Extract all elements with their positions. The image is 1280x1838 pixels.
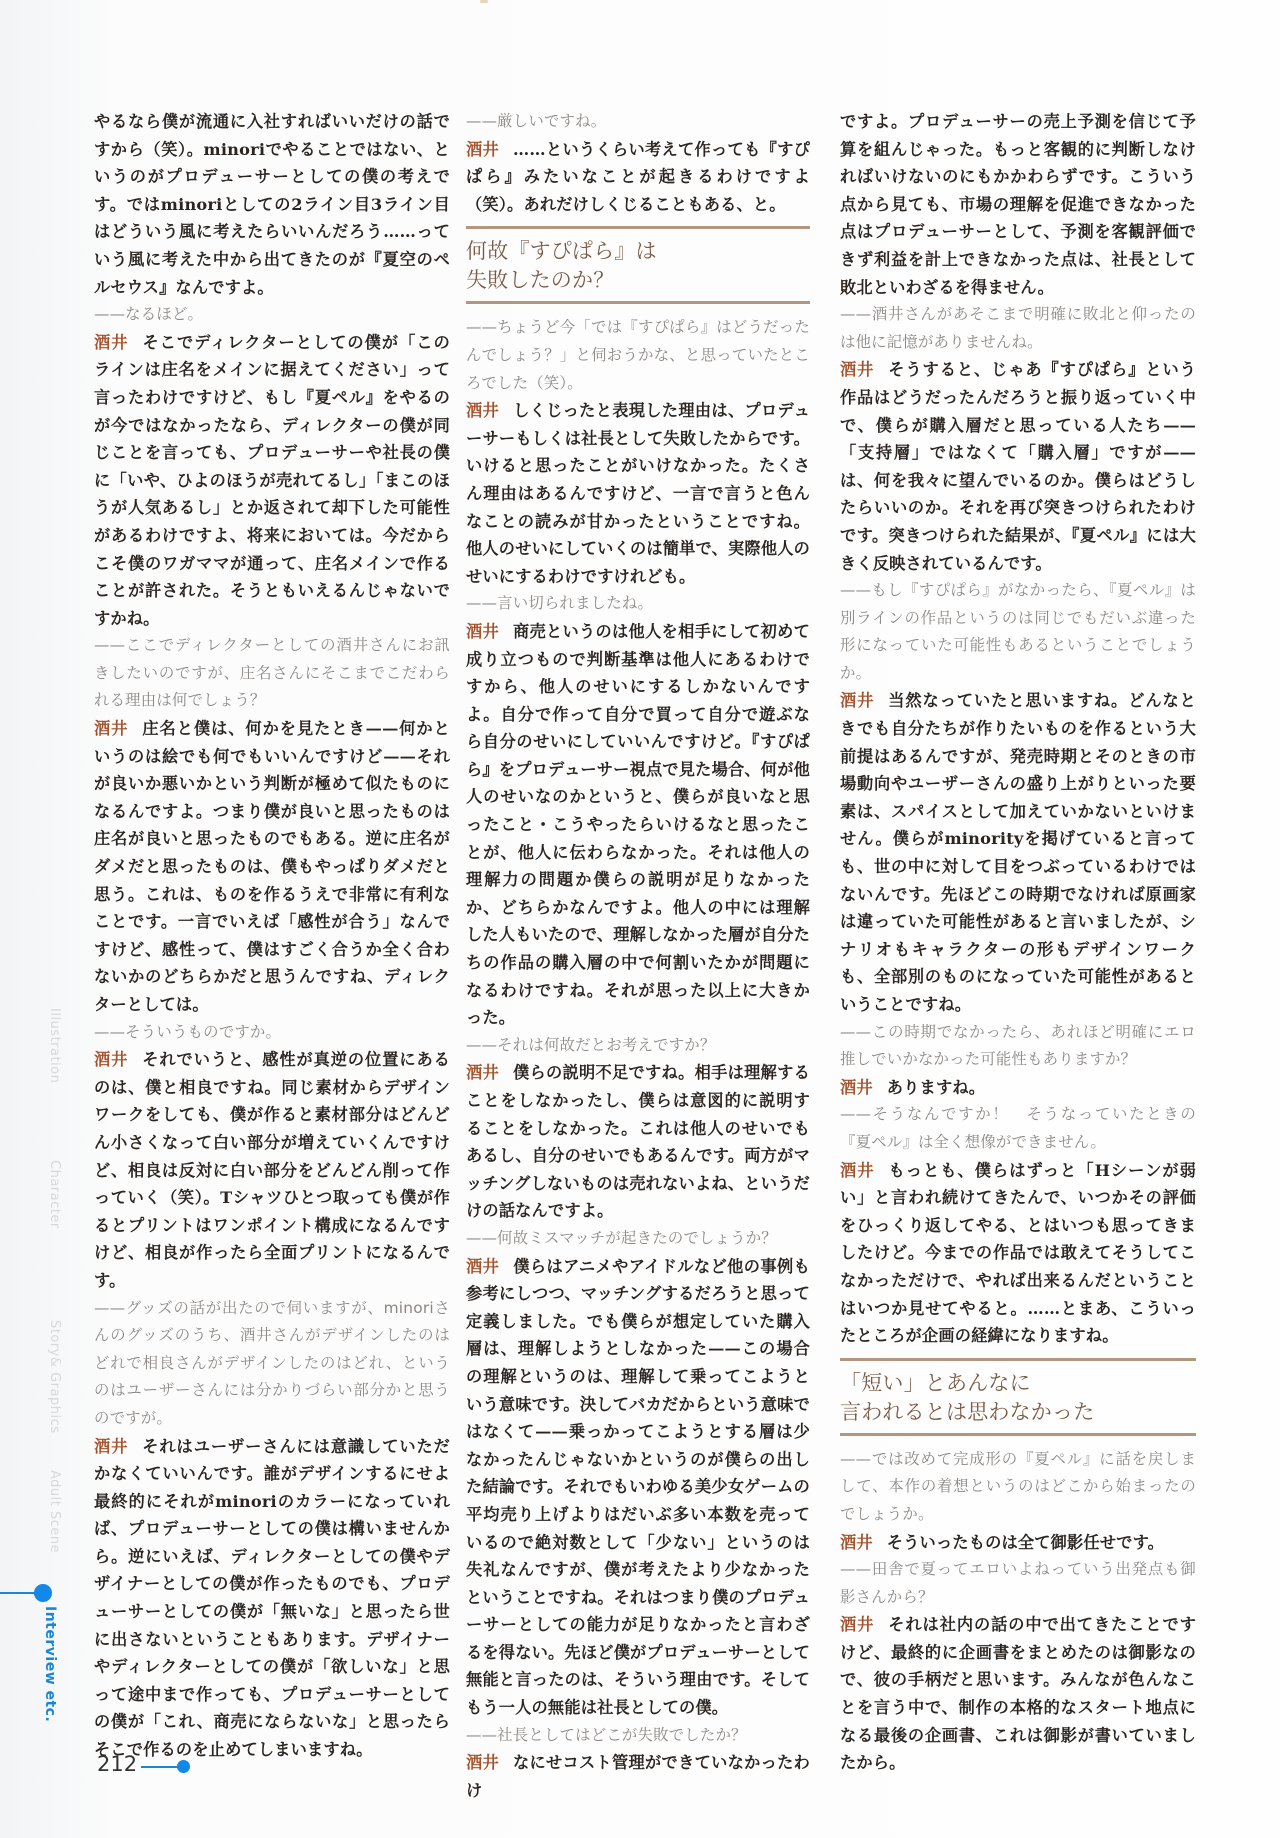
paragraph-text: 僕らの説明不足ですね。相手は理解することをしなかったし、僕らは意図的に説明することをしなかった。これは他人のせいでもあるし、自分のせいでもあるんです。両方がマッチングしないものは売れないよね、というだけの話なんですよ。	[466, 1063, 810, 1221]
interviewee-answer	[840, 1157, 1196, 1350]
nav-tab-interview-etc[interactable]: Interview etc.	[42, 1606, 58, 1723]
interviewer-question	[840, 1556, 1196, 1611]
interviewer-question	[840, 1101, 1196, 1156]
paragraph-text: ——なるほど。	[94, 305, 204, 324]
interviewee-answer	[840, 108, 1196, 301]
interviewee-answer	[466, 397, 810, 590]
speaker-label: 酒井	[840, 1077, 873, 1097]
paragraph-text: ——この時期でなかったら、あれほど明確にエロ推しでいかなかった可能性もありますか？	[840, 1022, 1196, 1069]
speaker-label: 酒井	[94, 719, 129, 739]
paragraph-text: もっとも、僕らはずっと「Hシーンが弱い」と言われ続けてきたんで、いつかその評価をひっくり返してやる、とはいつも思ってきましたけど。今までの作品では敢えてそうしてこなかっただけで、やれば出来るんだということはいつか見せてやると。……とまあ、こういったところが企画の経緯になりますね。	[840, 1160, 1196, 1346]
interviewee-answer	[94, 715, 450, 1019]
paragraph-text: ——言い切られましたね。	[466, 594, 654, 613]
interviewer-question	[466, 1225, 810, 1253]
paragraph-text: 僕らはアニメやアイドルなど他の事例も参考にしつつ、マッチングするだろうと思って定義しました。でも僕らが想定していた購入層は、理解しようとしなかった——この場合の理解というのは、理解して乗ってこようという意味です。決してバカだからという意味ではなくて——乗っかってこようとする層は少なかったんじゃないかというのが僕らの出した結論です。それでもいわゆる美少女ゲームの平均売り上げよりはだいぶ多い本数を売っているので絶対数として「少ない」というのは失礼なんですが、僕が考えたより少なかったということですね。それはつまり僕のプロデューサーとしての能力が足りなかったと言わざるを得ない。先ほど僕がプロデューサーとして無能と言ったのは、そういう理由です。そしてもう一人の無能は社長としての僕。	[466, 1256, 810, 1718]
section-heading-line: 何故『すぴぱら』は	[466, 239, 657, 264]
speaker-label: 酒井	[466, 401, 500, 421]
article-column-1	[94, 108, 450, 1764]
paragraph-text: ——田舎で夏ってエロいよねっていう出発点も御影さんから？	[840, 1560, 1196, 1606]
interviewer-question	[94, 301, 450, 329]
interviewee-answer	[466, 136, 810, 219]
paragraph-text: ——それは何故だとお考えですか？	[466, 1035, 716, 1054]
interviewee-answer	[840, 687, 1196, 1018]
page-number-line	[141, 1766, 181, 1768]
section-heading-line: 失敗したのか？	[466, 268, 615, 293]
paragraph-text: ——社長としてはどこが失敗でしたか？	[466, 1725, 747, 1744]
scan-speck	[480, 0, 488, 3]
speaker-label: 酒井	[840, 691, 875, 711]
interviewee-answer	[840, 1074, 1196, 1102]
section-tab-nav	[0, 1000, 80, 1780]
paragraph-text: なにせコスト管理ができていなかったわけ	[466, 1753, 810, 1800]
section-heading	[840, 1358, 1196, 1436]
paragraph-text: ——厳しいですね。	[466, 112, 607, 130]
interviewer-question	[94, 632, 450, 715]
interviewee-answer	[840, 1611, 1196, 1777]
speaker-label: 酒井	[840, 1615, 875, 1635]
paragraph-text: そうすると、じゃあ『すぴぱら』という作品はどうだったんだろうと振り返っていく中で、僕らが購入層だと思っている人たち——「支持層」ではなくて「購入層」ですが——は、何を我々に望んでいるのか。僕らはどうしたらいいのか。それを再び突きつけられたわけです。突きつけられた結果が、『夏ペル』には大きく反映されているんです。	[840, 360, 1196, 573]
interviewee-answer	[94, 1433, 450, 1764]
interviewer-question	[466, 314, 810, 397]
article-column-2	[466, 108, 810, 1804]
paragraph-text: 商売というのは他人を相手にして初めて成り立つもので判断基準は他人にあるわけですから、他人のせいにするしかないんですよ。自分で作って自分で買って自分で遊ぶなら自分のせいにしていいんですけど。『すぴぱら』をプロデューサー視点で見た場合、何が他人のせいなのかというと、僕らが良いなと思ったこと・こうやったらいけるなと思ったことが、他人に伝わらなかった。それは他人の理解力の問題か僕らの説明が足りなかったか、どちらかなんですよ。他人の中には理解した人もいたので、理解しなかった層が自分たちの作品の購入層の中で何割いたかが問題になるわけですね。それが思った以上に大きかった。	[466, 621, 810, 1028]
speaker-label: 酒井	[94, 1436, 129, 1456]
interviewer-question	[94, 1019, 450, 1047]
interviewee-answer	[466, 1749, 810, 1804]
paragraph-text: ——そういうものですか。	[94, 1022, 282, 1041]
paragraph-text: ……というくらい考えて作っても『すぴぱら』みたいなことが起きるわけですよ（笑）。あれだけしくじることもある、と。	[466, 139, 810, 214]
paragraph-text: ——酒井さんがあそこまで明確に敗北と仰ったのは他に記憶がありませんね。	[840, 305, 1196, 351]
interviewee-answer	[840, 356, 1196, 577]
speaker-label: 酒井	[466, 139, 500, 159]
page-number-dot-icon	[177, 1760, 190, 1773]
paragraph-text: それは社内の話の中で出てきたことですけど、最終的に企画書をまとめたのは御影なので、彼の手柄だと思います。みんなが色んなことを言う中で、制作の本格的なスタート地点になる最後の企画書、これは御影が書いていましたから。	[840, 1615, 1196, 1773]
article-column-3	[840, 108, 1196, 1777]
interviewer-question	[840, 301, 1196, 356]
speaker-label: 酒井	[840, 1160, 875, 1180]
paragraph-text: ありますね。	[886, 1077, 986, 1097]
interviewer-question	[466, 1032, 810, 1060]
paragraph-text: 庄名と僕は、何かを見たとき——何かというのは絵でも何でもいいんですけど——それが良いか悪いかという判断が極めて似たものになるんですよ。つまり僕が良いと思ったものは庄名が良いと思ったものでもある。逆に庄名がダメだと思ったものは、僕もやっぱりダメだと思う。これは、ものを作るうえで非常に有利なことです。一言でいえば「感性が合う」なんですけど、感性って、僕はすごく合うか全く合わないかのどちらかだと思うんですね、ディレクターとしては。	[94, 719, 450, 1014]
interviewee-answer	[466, 618, 810, 1032]
section-heading-line: 言われるとは思わなかった	[840, 1399, 1095, 1424]
speaker-label: 酒井	[840, 360, 875, 380]
paragraph-text: そういったものは全て御影任せです。	[886, 1532, 1165, 1552]
speaker-label: 酒井	[840, 1532, 873, 1552]
nav-tab-illustration[interactable]: Illustration	[47, 1008, 62, 1084]
paragraph-text: 当然なっていたと思いますね。どんなときでも自分たちが作りたいものを作るという大前提はあるんですが、発売時期とそのときの市場動向やユーザーさんの盛り上がりといった要素は、スパイスとして加えていかないといけません。僕らがminorityを掲げていると言っても、世の中に対して目をつぶっているわけではないんです。先ほどこの時期でなければ原画家は違っていた可能性があると言いましたが、シナリオもキャラクターの形もデザインワークも、全部別のものになっていた可能性があるということですね。	[840, 691, 1196, 1014]
paragraph-text: ——では改めて完成形の『夏ペル』に話を戻しまして、本作の着想というのはどこから始まったのでしょうか。	[840, 1449, 1196, 1523]
speaker-label: 酒井	[466, 1753, 500, 1773]
paragraph-text: そこでディレクターとしての僕が「このラインは庄名をメインに据えてください」って言ったわけですけど、もし『夏ペル』をやるのが今ではなかったなら、ディレクターの僕が同じことを言っても、プロデューサーや社長の僕に「いや、ひよのほうが売れてるし」「まこのほうが人気あるし」とか返されて却下した可能性があるわけですよ、将来においては。今だからこそ僕のワガママが通って、庄名メインで作ることが許された。そうともいえるんじゃないですかね。	[94, 332, 450, 628]
page-number: 212	[97, 1752, 138, 1776]
active-tab-connector-line	[0, 1592, 38, 1594]
paragraph-text: ——そうなんですか！ そうなっていたときの『夏ペル』は全く想像ができません。	[840, 1105, 1196, 1151]
section-heading-line: 「短い」とあんなに	[840, 1370, 1031, 1395]
speaker-label: 酒井	[466, 621, 500, 641]
interviewer-question	[94, 1295, 450, 1433]
interviewee-answer	[94, 108, 450, 301]
interviewee-answer	[466, 1253, 810, 1722]
interviewer-question	[466, 590, 810, 618]
paragraph-text: それでいうと、感性が真逆の位置にあるのは、僕と相良ですね。同じ素材からデザインワークをしても、僕が作ると素材部分はどんどん小さくなって白い部分が増えていくんですけど、相良は反対に白い部分をどんどん削って作っていく（笑）。Tシャツひとつ取っても僕が作るとプリントはワンポイント構成になるんですけど、相良が作ったら全面プリントになるんです。	[94, 1050, 450, 1290]
interviewee-answer	[466, 1059, 810, 1225]
speaker-label: 酒井	[466, 1256, 500, 1276]
section-heading	[466, 226, 810, 304]
nav-tab-character[interactable]: Character	[47, 1160, 62, 1229]
paragraph-text: やるなら僕が流通に入社すればいいだけの話ですから（笑）。minoriでやることではない、というのがプロデューサーとしての僕の考えです。ではminoriとしての2ライン目3ライン目はどういう風に考えたらいいんだろう……っていう風に考えた中から出てきたのが『夏空のペルセウス』なんですよ。	[94, 112, 450, 297]
paragraph-text: ——ちょうど今「では『すぴぱら』はどうだったんでしょう？」と伺おうかな、と思っていたところでした（笑）。	[466, 318, 810, 392]
paragraph-text: ——グッズの話が出たので伺いますが、minoriさんのグッズのうち、酒井さんがデザインしたのはどれで相良さんがデザインしたのはどれ、というのはユーザーさんには分かりづらい部分かと思うのですが。	[94, 1298, 450, 1427]
interviewer-question	[466, 1722, 810, 1750]
interviewee-answer	[94, 1046, 450, 1294]
active-tab-dot-icon	[34, 1584, 52, 1602]
interviewer-question	[466, 108, 810, 136]
speaker-label: 酒井	[94, 1050, 129, 1070]
interviewee-answer	[94, 329, 450, 633]
paragraph-text: ——もし『すぴぱら』がなかったら、『夏ペル』は別ラインの作品というのは同じでもだいぶ違った形になっていた可能性もあるということでしょうか。	[840, 581, 1196, 682]
interviewee-answer	[840, 1529, 1196, 1557]
nav-tab-adult-scene[interactable]: Adult Scene	[47, 1470, 62, 1554]
paragraph-text: ですよ。プロデューサーの売上予測を信じて予算を組んじゃった。もっと客観的に判断しなければいけないのにもかかわらずです。こういう点から見ても、市場の理解を促進できなかった点はプロデューサーとして、予測を客観評価できず利益を計上できなかった点は、社長として敗北といわざるを得ません。	[840, 112, 1196, 297]
interviewer-question	[840, 577, 1196, 687]
interviewer-question	[840, 1019, 1196, 1074]
paragraph-text: しくじったと表現した理由は、プロデューサーもしくは社長として失敗したからです。いけると思ったことがいけなかった。たくさん理由はあるんですけど、一言で言うと色んなことの読みが甘かったということですね。他人のせいにしていくのは簡単で、実際他人のせいにするわけですけれども。	[466, 401, 810, 586]
speaker-label: 酒井	[466, 1063, 500, 1083]
nav-tab-story-graphics[interactable]: Story& Graphics	[47, 1320, 62, 1434]
paragraph-text: それはユーザーさんには意識していただかなくていいんです。誰がデザインするにせよ最終的にそれがminoriのカラーになっていれば、プロデューサーとしての僕は構いませんから。逆にいえば、ディレクターとしての僕やデザイナーとしての僕が作ったものでも、プロデューサーとしての僕が「無いな」と思ったら世に出さないということもあります。デザイナーやディレクターとしての僕が「欲しいな」と思って途中まで作っても、プロデューサーとしての僕が「これ、商売にならないな」と思ったらそこで作るのを止めてしまいますね。	[94, 1436, 450, 1760]
speaker-label: 酒井	[94, 332, 129, 352]
paragraph-text: ——ここでディレクターとしての酒井さんにお訊きしたいのですが、庄名さんにそこまでこだわられる理由は何でしょう？	[94, 636, 450, 710]
paragraph-text: ——何故ミスマッチが起きたのでしょうか？	[466, 1228, 777, 1247]
interviewer-question	[840, 1446, 1196, 1529]
